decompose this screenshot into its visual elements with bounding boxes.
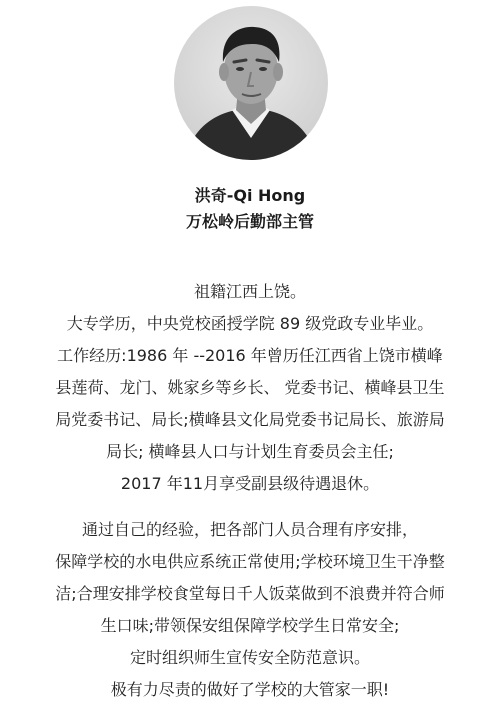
duty-line: 生口味;带领保安组保障学校学生日常安全; xyxy=(100,616,400,635)
duty-line: 保障学校的水电供应系统正常使用;学校环境卫生干净整 xyxy=(55,552,445,571)
bio-line: 祖籍江西上饶。 xyxy=(193,282,306,301)
avatar xyxy=(174,6,328,160)
profile-name: 洪奇-Qi Hong xyxy=(194,186,306,205)
profile-role: 万松岭后勤部主管 xyxy=(185,212,314,231)
bio-line: 2017 年11月享受副县级待遇退休。 xyxy=(120,474,380,493)
duty-line: 洁;合理安排学校食堂每日千人饭菜做到不浪费并符合师 xyxy=(55,584,445,603)
duty-line: 定时组织师生宣传安全防范意识。 xyxy=(129,648,370,667)
bio-line: 局党委书记、局长;横峰县文化局党委书记局长、旅游局 xyxy=(55,410,445,429)
bio-line: 大专学历，中央党校函授学院 89 级党政专业毕业。 xyxy=(66,314,434,333)
duty-line: 通过自己的经验，把各部门人员合理有序安排， xyxy=(81,520,418,539)
duty-line: 极有力尽责的做好了学校的大管家一职! xyxy=(110,680,390,699)
bio-line: 局长; 横峰县人口与计划生育委员会主任; xyxy=(106,442,394,461)
bio-line: 工作经历:1986 年 --2016 年曾历任江西省上饶市横峰 xyxy=(57,346,443,365)
bio-line: 县莲荷、龙门、姚家乡等乡长、 党委书记、横峰县卫生 xyxy=(55,378,445,397)
portrait-image xyxy=(174,6,328,160)
